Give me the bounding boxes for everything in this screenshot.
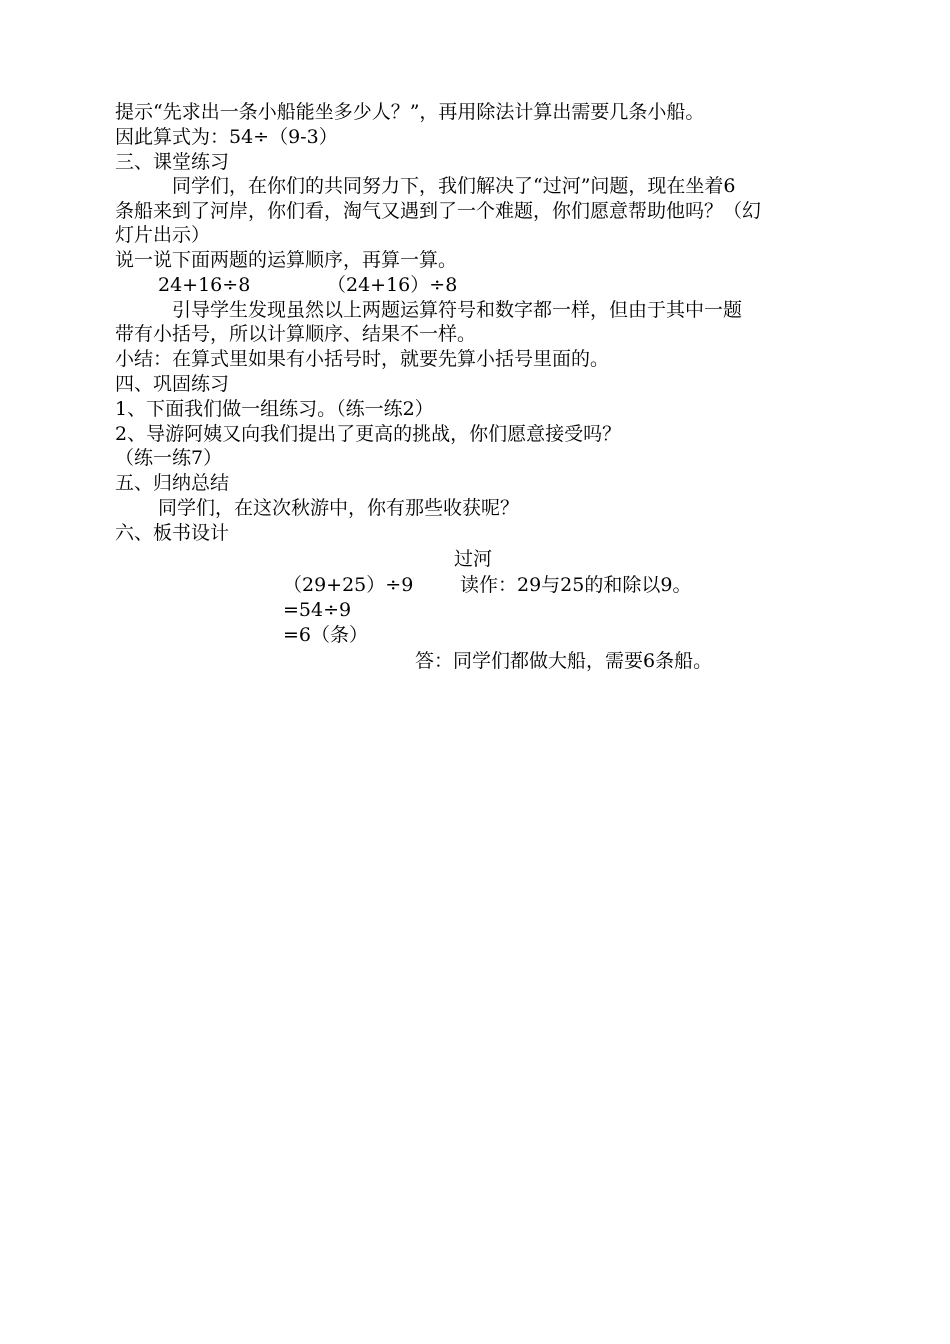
exercise-line: （练一练7） — [115, 447, 223, 469]
board-title: 过河 — [454, 548, 493, 570]
section-heading-4: 四、巩固练习 — [115, 373, 230, 395]
section-heading-5: 五、归纳总结 — [115, 472, 230, 494]
exercise-line: 1、下面我们做一组练习。（练一练2） — [115, 398, 434, 420]
board-answer: 答：同学们都做大船，需要6条船。 — [415, 650, 713, 672]
paragraph-line: 灯片出示） — [115, 224, 211, 246]
paragraph-line: 同学们，在你们的共同努力下，我们解决了“过河”问题，现在坐着6 — [172, 175, 736, 197]
board-expression: （29+25）÷9 — [283, 574, 414, 596]
paragraph-line: 带有小括号，所以计算顺序、结果不一样。 — [115, 323, 477, 345]
exercise-line: 2、导游阿姨又向我们提出了更高的挑战，你们愿意接受吗？ — [115, 423, 622, 445]
summary-line: 小结：在算式里如果有小括号时，就要先算小括号里面的。 — [115, 348, 610, 370]
board-result: =6（条） — [283, 624, 369, 646]
section-heading-3: 三、课堂练习 — [115, 151, 230, 173]
instruction-line: 说一说下面两题的运算顺序，再算一算。 — [115, 249, 458, 271]
expression-b: （24+16）÷8 — [327, 274, 458, 296]
paragraph-line: 条船来到了河岸，你们看，淘气又遇到了一个难题，你们愿意帮助他吗？（幻 — [115, 200, 762, 222]
hint-line: 提示“先求出一条小船能坐多少人？”，再用除法计算出需要几条小船。 — [115, 101, 705, 123]
paragraph-line: 引导学生发现虽然以上两题运算符号和数字都一样，但由于其中一题 — [172, 299, 743, 321]
section-heading-6: 六、板书设计 — [115, 522, 230, 544]
board-step: =54÷9 — [283, 599, 352, 621]
paragraph-line: 同学们，在这次秋游中，你有那些收获呢？ — [158, 497, 520, 519]
board-reading: 读作：29与25的和除以9。 — [460, 574, 692, 596]
formula-line: 因此算式为：54÷（9-3） — [115, 126, 338, 148]
expression-a: 24+16÷8 — [158, 274, 251, 296]
